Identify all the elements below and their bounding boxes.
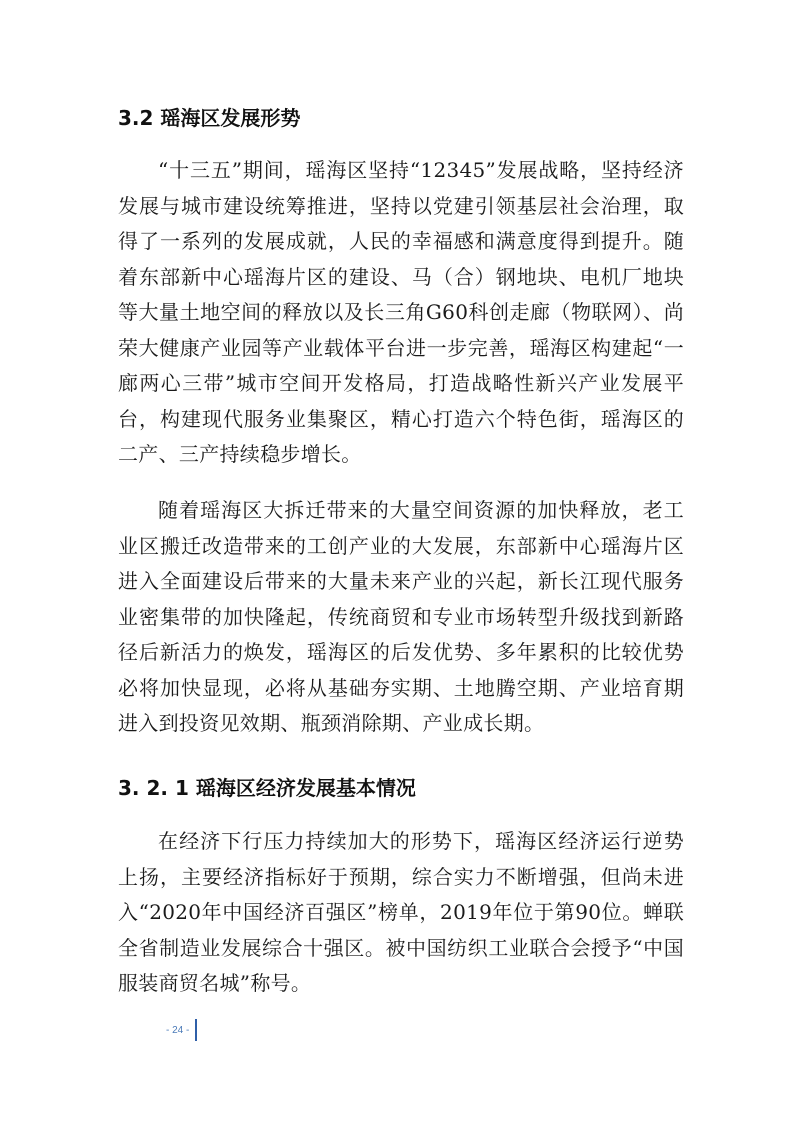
subsection-heading: 3. 2. 1 瑶海区经济发展基本情况 xyxy=(118,776,416,800)
paragraph-2: 随着瑶海区大拆迁带来的大量空间资源的加快释放，老工业区搬迁改造带来的工创产业的大发展，东部新中心瑶海片区进入全面建设后带来的大量未来产业的兴起，新长江现代服务业密集带的加快隆起，传统商贸和专业市场转型升级找到新路径后新活力的焕发，瑶海区的后发优势、多年累积的比较优势必将加快显现，必将从基础夯实期、土地腾空期、产业培育期进入到投资见效期、瓶颈消除期、产业成长期。 xyxy=(118,498,684,735)
subsection-paragraph-1: 在经济下行压力持续加大的形势下，瑶海区经济运行逆势上扬，主要经济指标好于预期，综合实力不断增强，但尚未进入“2020年中国经济百强区”榜单，2019年位于第90位。蝉联全省制造业发展综合十强区。被中国纺织工业联合会授予“中国服装商贸名城”称号。 xyxy=(118,829,684,995)
paragraph-1: “十三五”期间，瑶海区坚持“12345”发展战略，坚持经济发展与城市建设统筹推进，坚持以党建引领基层社会治理，取得了一系列的发展成就，人民的幸福感和满意度得到提升。随着东部新中心瑶海片区的建设、马（合）钢地块、电机厂地块等大量土地空间的释放以及长三角G60科创走廊（物联网）、尚荣大健康产业园等产业载体平台进一步完善，瑶海区构建起“一廊两心三带”城市空间开发格局，打造战略性新兴产业发展平台，构建现代服务业集聚区，精心打造六个特色街，瑶海区的二产、三产持续稳步增长。 xyxy=(118,158,684,466)
page-number: - 24 - xyxy=(166,1024,190,1036)
footer-bar xyxy=(195,1019,197,1041)
section-heading: 3.2 瑶海区发展形势 xyxy=(118,106,301,130)
page-footer xyxy=(166,1019,197,1041)
